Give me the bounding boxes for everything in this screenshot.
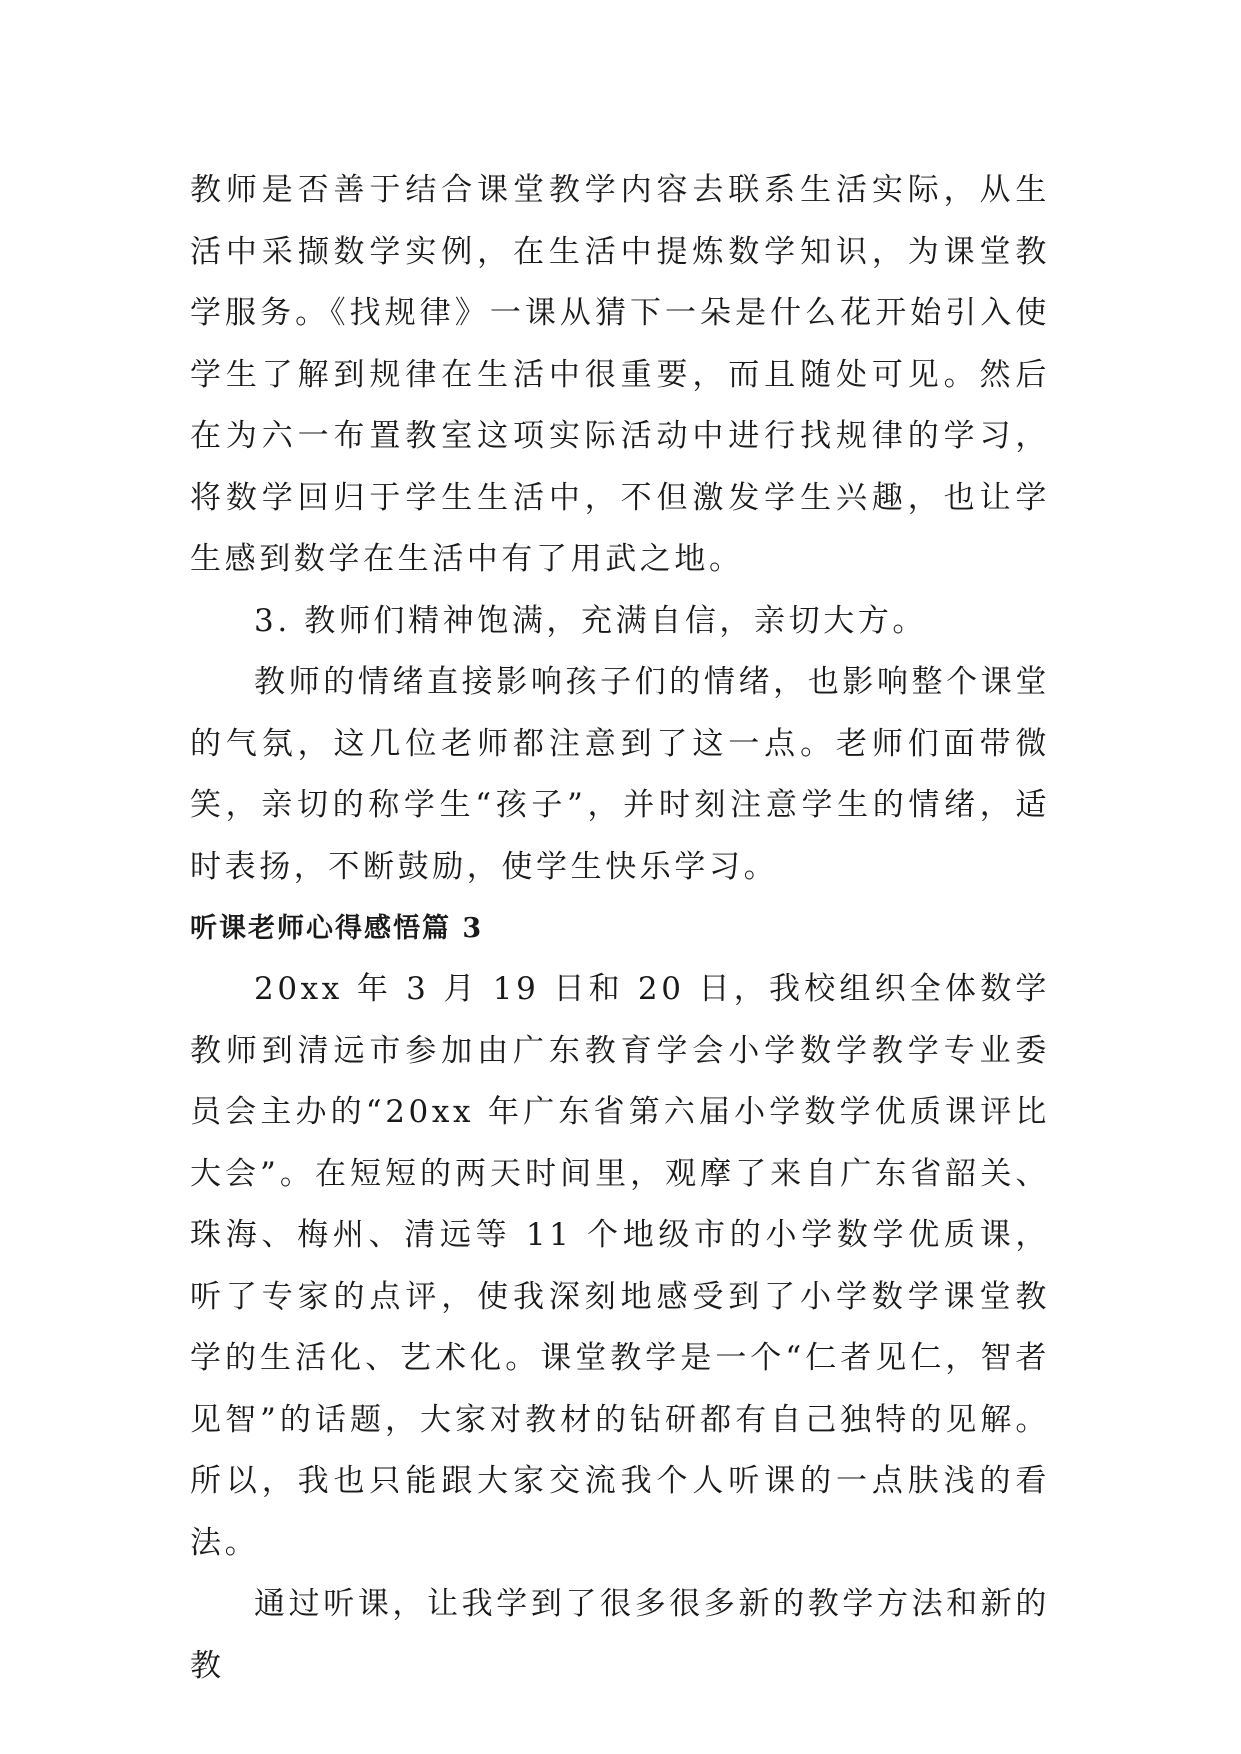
paragraph-point-3: 3. 教师们精神饱满，充满自信，亲切大方。 (254, 602, 928, 639)
document-body (190, 160, 1050, 1697)
paragraph-teacher-emotion: 教师的情绪直接影响孩子们的情绪，也影响整个课堂的气氛，这几位老师都注意到了这一点。老师们面带微笑，亲切的称学生“孩子”，并时刻注意学生的情绪，适时表扬，不断鼓励，使学生快乐学习。 (190, 664, 1050, 885)
paragraph-learning: 通过听课，让我学到了很多很多新的教学方法和新的教 (190, 1586, 1050, 1684)
paragraph-event-intro: 20xx 年 3 月 19 日和 20 日，我校组织全体数学教师到清远市参加由广东教育学会小学数学教学专业委员会主办的“20xx 年广东省第六届小学数学优质课评比大会”。在短短的两天时间里，观摩了来自广东省韶关、珠海、梅州、清远等 11 个地级市的小学数学优质课，听了专家的点评，使我深刻地感受到了小学数学课堂教学的生活化、艺术化。课堂教学是一个“仁者见仁，智者见智”的话题，大家对教材的钻研都有自己独特的见解。所以，我也只能跟大家交流我个人听课的一点肤浅的看法。 (190, 971, 1050, 1561)
paragraph-life-connection: 教师是否善于结合课堂教学内容去联系生活实际，从生活中采撷数学实例，在生活中提炼数学知识，为课堂教学服务。《找规律》一课从猜下一朵是什么花开始引入使学生了解到规律在生活中很重要，而且随处可见。然后在为六一布置教室这项实际活动中进行找规律的学习，将数学回归于学生生活中，不但激发学生兴趣，也让学生感到数学在生活中有了用武之地。 (190, 172, 1050, 577)
section-title: 听课老师心得感悟篇 3 (190, 913, 484, 944)
